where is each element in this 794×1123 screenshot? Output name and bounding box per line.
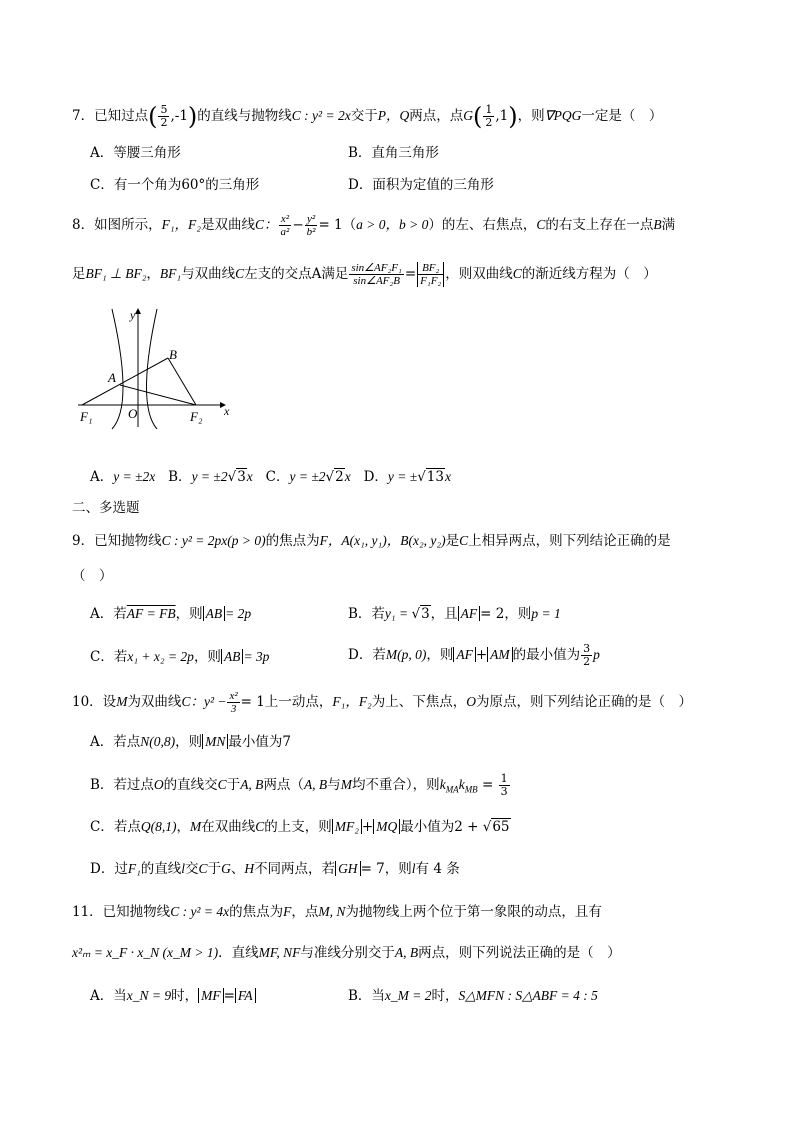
q10-d-cc: C <box>198 861 208 876</box>
q9-text-c: 是 <box>445 533 460 549</box>
q8-text-g: 的右支上存在一点 <box>545 217 654 233</box>
q11-a-text: A．当 <box>90 988 127 1004</box>
q8-option-d-x: x <box>444 469 451 484</box>
q10-a-c: 最小值为7 <box>228 734 291 750</box>
q9-text-b: 的焦点为 <box>265 533 320 549</box>
q8-x-frac: $\frac{\text{x²}}{\text{a²}}$ <box>280 213 290 238</box>
q8-option-c-rad: 2 <box>335 469 344 485</box>
q8-c: C <box>536 217 546 232</box>
q11-curve: C : y² = 4x <box>170 904 230 919</box>
q7-option-b: B．直角三角形 <box>348 145 439 161</box>
q11-eq: x²ₘ = x_F · x_N (x_M > 1) <box>72 945 219 960</box>
q9-text: 9．已知抛物线 <box>72 533 162 549</box>
q9-option-d <box>348 643 600 668</box>
q8-options: A．y = ±2x B．y = ±2√3x C．y = ±2√2x D．y = ±√13x <box>90 469 451 485</box>
q10-c-b: ， <box>176 819 190 835</box>
q8-option-d-label: D． <box>363 469 388 485</box>
q7-text-f: 一定是（ ） <box>581 108 663 124</box>
q10-d-e: 、 <box>230 861 245 877</box>
q10-text-e: 为原点，则下列结论正确的是（ ） <box>476 694 693 710</box>
q10-c-d: 的上支，则 <box>264 819 332 835</box>
q10-d-l: l <box>181 861 186 876</box>
q9-cond: (p > 0) <box>227 533 266 548</box>
q9-stem-line2: （ ） <box>72 568 113 584</box>
q10-d-h2: 有 4 条 <box>415 861 460 877</box>
q8-ratio-frac: $\frac{\text{BF₂}}{\text{F₁F₂}}$ <box>417 262 444 287</box>
q8-text-b: 是双曲线 <box>200 217 255 233</box>
q7-option-a: A．等腰三角形 <box>90 145 181 161</box>
fig-label-b: B <box>169 347 177 362</box>
q10-b-mb: MB <box>464 784 478 795</box>
q8-bf1: BF₁ <box>159 266 182 281</box>
q10-b-ab2: A, B <box>303 777 328 792</box>
q10-b-o: O <box>153 777 164 792</box>
q10-b-text: B．若过点 <box>90 777 154 793</box>
q11-text-c: ，点 <box>291 904 319 920</box>
q9-d-frac: $\frac{3}{2}$ <box>583 642 591 668</box>
q11-text: 11．已知抛物线 <box>72 904 171 920</box>
q9-a-vec: AF = FB <box>126 606 176 621</box>
q10-b-e: 两点（ <box>263 777 304 793</box>
q10-c-mq: MQ <box>373 819 400 834</box>
q8-l2-e: ，则双曲线 <box>445 266 513 282</box>
fig-label-f1: F₁ <box>80 409 93 424</box>
q9-c-c: = 3p <box>243 649 270 664</box>
q8-stem-line1: 8．如图所示，F₁，F₂是双曲线C： $\frac{\text{x²}}{\text{a²}}$ − $\frac{\text{y²}}{\text{b²}}$ = 1（a > 0，b > 0）的左、右焦点，C的右支上存在一点B满 <box>72 213 676 238</box>
q9-d-b: ，则 <box>426 647 454 663</box>
q8-option-a-label: A． <box>90 469 114 485</box>
q11-a-eq: = <box>223 988 235 1004</box>
q11-l2-a: ．直线 <box>218 945 259 961</box>
q8-l2-b: ， <box>146 266 160 282</box>
q10-text: 10．设 <box>72 694 117 710</box>
q10-c-text: C．若点 <box>90 819 141 835</box>
q10-c-m: M <box>189 819 202 834</box>
fig-label-f2: F₂ <box>190 409 203 424</box>
q9-c: C <box>459 533 469 548</box>
q9-c-b: ，则 <box>193 649 221 665</box>
q11-mf: MF, NF <box>258 945 301 960</box>
q10-stem <box>72 690 692 715</box>
q8-l2-text: 足 <box>72 266 86 282</box>
q7-point-tail: ,-1 <box>170 108 188 124</box>
q11-l2-b: 与准线分别交于 <box>300 945 395 961</box>
q9-b-c: = 2，则 <box>480 606 532 622</box>
q9-d-plus: + <box>475 647 488 663</box>
q10-eq-a: y² − <box>203 694 227 709</box>
q8-text-d: ）的左、右焦点， <box>428 217 537 233</box>
q10-c-e: 最小值为 <box>400 819 455 835</box>
q9-text-d: 上相异两点，则下列结论正确的是 <box>468 533 671 549</box>
q9-option-a <box>90 605 251 623</box>
q9-d-m: M(p, 0) <box>385 647 427 662</box>
q7-curve: C : y² = 2x <box>291 108 351 123</box>
q8-stem-line2 <box>72 262 657 287</box>
q11-f: F <box>283 904 292 919</box>
q11-b-s: S△MFN : S△ABF = 4 : 5 <box>458 988 598 1003</box>
q9-b-y: y₁ = <box>384 606 412 621</box>
q8-option-d-rad: 13 <box>426 469 444 485</box>
q7-option-d: D．面积为定值的三角形 <box>348 177 494 193</box>
q8-option-c: y = ±2 <box>289 469 326 484</box>
fig-label-a: A <box>108 370 116 385</box>
q9-c-ab: AB <box>221 649 244 664</box>
q8-option-a: y = ±2x <box>113 469 156 484</box>
q10-frac: $\frac{\text{x²}}{3}$ <box>229 690 238 715</box>
q10-b-b: 的直线交 <box>163 777 218 793</box>
q10-option-d <box>90 860 460 878</box>
q10-a-mn: MN <box>202 734 228 749</box>
q10-a-text: A．若点 <box>90 734 141 750</box>
q11-l2-c: 两点，则下列说法正确的是（ ） <box>418 945 621 961</box>
q7-g-tail: ,1 <box>495 108 509 124</box>
q9-a-text: A．若 <box>90 606 127 622</box>
q8-foci: F₁，F₂ <box>161 217 201 232</box>
q10-c-c: 在双曲线 <box>201 819 256 835</box>
q8-l2-d: 左支的交点A满足 <box>244 266 349 282</box>
q10-b-ab: A, B <box>240 777 264 792</box>
q8-option-b-label: B． <box>168 469 192 485</box>
q8-eq: = 1（ <box>318 217 357 233</box>
q9-c-text: C．若 <box>90 649 128 665</box>
q8-option-c-label: C． <box>265 469 290 485</box>
q8-y-frac: $\frac{\text{y²}}{\text{b²}}$ <box>306 213 316 238</box>
q9-b-text: B．若 <box>348 606 385 622</box>
q10-d-text: D．过 <box>90 861 128 877</box>
q9-b-rad: 3 <box>421 606 430 622</box>
q11-text-b: 的焦点为 <box>229 904 284 920</box>
q10-c-val: 2 + <box>454 819 483 835</box>
q8-cond: a > 0，b > 0 <box>356 217 429 232</box>
q8-l2-f: C <box>512 266 522 281</box>
q7-triangle: ∇PQG <box>544 108 582 123</box>
q11-b-x: x_M = 2 <box>384 988 432 1003</box>
q11-option-a <box>90 987 256 1005</box>
q7-stem: 7．已知过点( $\frac{5}{2}$ ,-1)的直线与抛物线C : y² = 2x交于P，Q两点，点G( $\frac{1}{2}$ ,1)，则∇PQG一定是（ ） <box>72 102 663 131</box>
q11-a-b: 时， <box>171 988 199 1004</box>
q10-d-d: 于 <box>207 861 222 877</box>
q8-sin-frac: $\frac{\text{sin∠AF₂F₁}}{\text{sin∠AF₂B}}$ <box>351 262 402 287</box>
q11-b-b: 时， <box>431 988 459 1004</box>
q9-stem-line1 <box>72 532 671 550</box>
fig-label-o: O <box>128 406 138 421</box>
q10-d-f: F₁ <box>127 861 141 876</box>
q8-option-b-rad: 3 <box>237 469 246 485</box>
q10-c-cc: C <box>255 819 265 834</box>
q10-d-gh: GH <box>335 861 361 876</box>
q8-option-c-x: x <box>344 469 351 484</box>
q7-text-e: ，则 <box>517 108 545 124</box>
q8-text: 8．如图所示， <box>72 217 162 233</box>
q10-b-k: k <box>439 777 446 792</box>
fig-label-y: y <box>130 308 136 322</box>
q8-l2-curve: C <box>235 266 245 281</box>
q10-o: O <box>466 694 477 709</box>
q10-text-c: 上一动点， <box>264 694 333 710</box>
q11-option-b <box>348 987 598 1005</box>
q11-a-fa: FA <box>235 988 256 1003</box>
q10-b-frac: $\frac{1}{3}$ <box>500 772 508 798</box>
q8-b: B <box>653 217 662 232</box>
q10-d-c: 交 <box>185 861 199 877</box>
q7-point-frac: $\frac{5}{2}$ <box>160 103 168 129</box>
q9-d-text: D．若 <box>348 647 386 663</box>
q10-text-b: 为双曲线 <box>127 694 182 710</box>
q8-equals: = <box>404 266 417 282</box>
q10-eq-b: = 1 <box>240 694 265 710</box>
q8-option-d: y = ± <box>387 469 418 484</box>
q10-option-c: C．若点Q(8,1)，M在双曲线C的上支，则 MF₂ + MQ 最小值为2 + √65 <box>90 819 510 835</box>
q11-a-x: x_N = 9 <box>126 988 172 1003</box>
q10-b-c: C <box>217 777 227 792</box>
q10-d-g: G <box>221 861 231 876</box>
q11-stem-line1 <box>72 903 602 921</box>
q10-c: C： <box>181 694 204 709</box>
q9-d-c: 的最小值为 <box>512 647 581 663</box>
q10-d-b: 的直线 <box>140 861 182 877</box>
q10-c-rad: 65 <box>492 819 510 835</box>
q10-b-ma: MA <box>445 784 459 795</box>
q8-l2-g: 的渐近线方程为（ ） <box>521 266 657 282</box>
q7-points: P，Q <box>377 108 410 123</box>
q10-d-l2: l <box>411 861 416 876</box>
q9-a-c: = 2p <box>225 606 252 621</box>
q9-curve: C : y² = 2px <box>161 533 228 548</box>
q7-g: G <box>463 108 473 123</box>
q10-foci: F₁，F₂ <box>332 694 372 709</box>
q10-c-mf: MF₂ <box>332 819 362 834</box>
q11-mn: M, N <box>318 904 346 919</box>
q10-option-b <box>90 773 511 799</box>
q11-stem-line2 <box>72 944 621 962</box>
q8-perp: BF₁ ⊥ BF₂ <box>85 266 147 281</box>
q9-a: A(x₁, y₁)， <box>341 533 401 548</box>
q10-b-f: 与 <box>327 777 341 793</box>
q11-ab: A, B <box>394 945 419 960</box>
q10-b-d: 于 <box>226 777 241 793</box>
q7-text: 7．已知过点 <box>72 108 149 124</box>
q7-text-d: 两点，点 <box>409 108 464 124</box>
fig-label-x: x <box>224 404 230 418</box>
q10-a-n: N(0,8) <box>140 734 176 749</box>
q10-option-a <box>90 733 291 751</box>
q9-b: B(x₂, y₂) <box>400 533 446 548</box>
section-heading: 二、多选题 <box>72 500 140 516</box>
q10-c-q: Q(8,1) <box>140 819 177 834</box>
q7-option-c: C．有一个角为60°的三角形 <box>90 177 260 193</box>
q7-text-b: 的直线与抛物线 <box>197 108 292 124</box>
q10-m: M <box>116 694 128 709</box>
q10-b-eq: = <box>477 777 498 793</box>
q7-g-frac: $\frac{1}{2}$ <box>485 103 493 129</box>
q10-c-plus: + <box>361 819 374 835</box>
q10-b-g: 均不重合），则 <box>351 777 440 793</box>
q9-d-am: AM <box>487 647 513 662</box>
q10-d-f2: 不同两点，若 <box>254 861 336 877</box>
q11-text-d: 为抛物线上两个位于第一象限的动点，且有 <box>345 904 602 920</box>
q9-a-b: ，则 <box>175 606 203 622</box>
q11-a-mf: MF <box>198 988 224 1003</box>
q8-l2-c: 与双曲线 <box>181 266 236 282</box>
q9-b-af: AF <box>458 606 481 621</box>
q9-b-b: ，且 <box>430 606 458 622</box>
q10-d-g2: = 7，则 <box>360 861 412 877</box>
q10-a-b: ，则 <box>175 734 203 750</box>
q10-b-m: M <box>340 777 352 792</box>
q10-text-d: 为上、下焦点， <box>371 694 467 710</box>
q9-b-p: p = 1 <box>531 606 561 621</box>
q8-option-b: y = ±2 <box>191 469 228 484</box>
q9-a-ab: AB <box>203 606 226 621</box>
q11-b-text: B．当 <box>348 988 385 1004</box>
q10-b-k2: k <box>458 777 465 792</box>
q9-option-b: B．若y₁ = √3，且 AF = 2，则p = 1 <box>348 606 561 622</box>
q10-d-h: H <box>244 861 255 876</box>
q8-text-i: 满 <box>661 217 676 233</box>
q7-text-c: 交于 <box>350 108 378 124</box>
hyperbola-figure <box>76 305 236 430</box>
q8-option-b-x: x <box>246 469 253 484</box>
q9-f: F， <box>319 533 342 548</box>
q9-option-c <box>90 648 269 666</box>
q9-d-af: AF <box>453 647 476 662</box>
q9-d-p: p <box>593 647 600 662</box>
q9-c-sum: x₁ + x₂ = 2p <box>127 649 194 664</box>
q8-curve-name: C： <box>254 217 278 232</box>
